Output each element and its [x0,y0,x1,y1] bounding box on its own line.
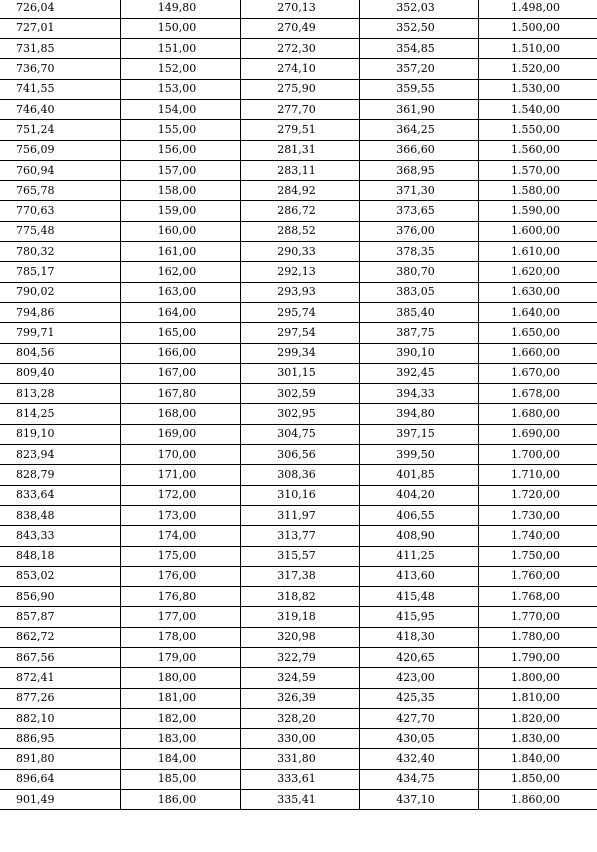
table-cell: 809,40 [0,363,120,383]
table-row [0,262,597,282]
table-cell: 335,41 [240,790,359,810]
table-cell: 862,72 [0,627,120,647]
table-cell: 1.580,00 [478,181,597,201]
table-cell: 425,35 [359,688,478,708]
table-cell: 167,80 [120,384,240,404]
table-cell: 283,11 [240,160,359,180]
table-cell: 152,00 [120,59,240,79]
table-cell: 318,82 [240,587,359,607]
table-cell: 843,33 [0,526,120,546]
table-cell: 1.700,00 [478,445,597,465]
table-cell: 175,00 [120,546,240,566]
table-cell: 182,00 [120,708,240,728]
table-cell: 1.800,00 [478,668,597,688]
table-row [0,566,597,586]
table-row [0,708,597,728]
table-row [0,729,597,749]
table-cell: 1.740,00 [478,526,597,546]
table-row [0,404,597,424]
table-cell: 401,85 [359,465,478,485]
table-cell: 823,94 [0,445,120,465]
table-cell: 299,34 [240,343,359,363]
table-row [0,445,597,465]
table-cell: 320,98 [240,627,359,647]
table-cell: 1.498,00 [478,0,597,18]
table-cell: 896,64 [0,769,120,789]
table-cell: 799,71 [0,323,120,343]
table-cell: 877,26 [0,688,120,708]
table-cell: 156,00 [120,140,240,160]
table-cell: 1.750,00 [478,546,597,566]
table-row [0,587,597,607]
table-cell: 404,20 [359,485,478,505]
table-cell: 751,24 [0,120,120,140]
table-cell: 174,00 [120,526,240,546]
table-row [0,18,597,38]
table-cell: 1.630,00 [478,282,597,302]
table-cell: 155,00 [120,120,240,140]
table-cell: 415,95 [359,607,478,627]
table-cell: 293,93 [240,282,359,302]
table-cell: 376,00 [359,221,478,241]
table-cell: 326,39 [240,688,359,708]
table-cell: 785,17 [0,262,120,282]
table-cell: 1.590,00 [478,201,597,221]
table-cell: 304,75 [240,424,359,444]
table-cell: 408,90 [359,526,478,546]
table-cell: 171,00 [120,465,240,485]
table-cell: 886,95 [0,729,120,749]
table-row [0,140,597,160]
table-row [0,505,597,525]
table-row [0,99,597,119]
table-cell: 1.810,00 [478,688,597,708]
table-cell: 173,00 [120,505,240,525]
table-cell: 882,10 [0,708,120,728]
table-row [0,0,597,18]
table-cell: 848,18 [0,546,120,566]
table-row [0,424,597,444]
table-cell: 731,85 [0,39,120,59]
table-cell: 185,00 [120,769,240,789]
table-cell: 726,04 [0,0,120,18]
table-row [0,201,597,221]
table-cell: 270,49 [240,18,359,38]
table-cell: 166,00 [120,343,240,363]
table-cell: 180,00 [120,668,240,688]
table-row [0,769,597,789]
table-cell: 1.820,00 [478,708,597,728]
table-cell: 302,95 [240,404,359,424]
table-cell: 163,00 [120,282,240,302]
table-cell: 1.760,00 [478,566,597,586]
table-cell: 415,48 [359,587,478,607]
table-cell: 310,16 [240,485,359,505]
table-cell: 1.600,00 [478,221,597,241]
table-cell: 170,00 [120,445,240,465]
table-row [0,59,597,79]
table-row [0,302,597,322]
table-cell: 181,00 [120,688,240,708]
table-cell: 160,00 [120,221,240,241]
table-cell: 760,94 [0,160,120,180]
table-cell: 392,45 [359,363,478,383]
table-cell: 162,00 [120,262,240,282]
table-cell: 179,00 [120,648,240,668]
table-cell: 867,56 [0,648,120,668]
table-cell: 1.640,00 [478,302,597,322]
table-cell: 775,48 [0,221,120,241]
table-cell: 284,92 [240,181,359,201]
table-row [0,546,597,566]
table-cell: 397,15 [359,424,478,444]
table-cell: 406,55 [359,505,478,525]
table-cell: 1.790,00 [478,648,597,668]
table-cell: 288,52 [240,221,359,241]
table-cell: 1.860,00 [478,790,597,810]
table-cell: 1.780,00 [478,627,597,647]
table-cell: 394,33 [359,384,478,404]
table-row [0,323,597,343]
table-cell: 399,50 [359,445,478,465]
table-cell: 1.850,00 [478,769,597,789]
table-cell: 804,56 [0,343,120,363]
table-cell: 270,13 [240,0,359,18]
table-cell: 383,05 [359,282,478,302]
table-cell: 153,00 [120,79,240,99]
table-row [0,282,597,302]
table-cell: 1.840,00 [478,749,597,769]
table-cell: 281,31 [240,140,359,160]
table-cell: 177,00 [120,607,240,627]
table-cell: 838,48 [0,505,120,525]
table-cell: 150,00 [120,18,240,38]
table-cell: 324,59 [240,668,359,688]
table-cell: 328,20 [240,708,359,728]
table-row [0,221,597,241]
table-row [0,607,597,627]
table-cell: 359,55 [359,79,478,99]
table-cell: 292,13 [240,262,359,282]
table-cell: 1.520,00 [478,59,597,79]
table-cell: 790,02 [0,282,120,302]
table-row [0,688,597,708]
table-cell: 176,00 [120,566,240,586]
table-cell: 302,59 [240,384,359,404]
table-row [0,526,597,546]
table-cell: 352,03 [359,0,478,18]
table-cell: 1.620,00 [478,262,597,282]
table-cell: 306,56 [240,445,359,465]
table-cell: 819,10 [0,424,120,444]
table-cell: 1.510,00 [478,39,597,59]
table-cell: 311,97 [240,505,359,525]
table-cell: 1.770,00 [478,607,597,627]
table-cell: 368,95 [359,160,478,180]
table-cell: 813,28 [0,384,120,404]
table-cell: 901,49 [0,790,120,810]
table-row [0,384,597,404]
table-cell: 297,54 [240,323,359,343]
table-cell: 427,70 [359,708,478,728]
table-cell: 183,00 [120,729,240,749]
table-cell: 275,90 [240,79,359,99]
table-cell: 727,01 [0,18,120,38]
table-cell: 331,80 [240,749,359,769]
table-cell: 176,80 [120,587,240,607]
table-cell: 794,86 [0,302,120,322]
table-cell: 164,00 [120,302,240,322]
table-cell: 780,32 [0,242,120,262]
table-cell: 741,55 [0,79,120,99]
table-row [0,485,597,505]
table-cell: 352,50 [359,18,478,38]
table-cell: 1.670,00 [478,363,597,383]
table-cell: 330,00 [240,729,359,749]
table-cell: 158,00 [120,181,240,201]
table-cell: 151,00 [120,39,240,59]
table-row [0,181,597,201]
table-cell: 184,00 [120,749,240,769]
table-row [0,39,597,59]
table-cell: 357,20 [359,59,478,79]
table-cell: 1.560,00 [478,140,597,160]
table-cell: 169,00 [120,424,240,444]
table-cell: 1.710,00 [478,465,597,485]
table-row [0,120,597,140]
table-cell: 1.530,00 [478,79,597,99]
table-cell: 361,90 [359,99,478,119]
table-cell: 149,80 [120,0,240,18]
table-cell: 1.720,00 [478,485,597,505]
table-row [0,242,597,262]
table-cell: 432,40 [359,749,478,769]
table-cell: 286,72 [240,201,359,221]
table-cell: 1.768,00 [478,587,597,607]
table-cell: 154,00 [120,99,240,119]
table-cell: 172,00 [120,485,240,505]
table-row [0,790,597,810]
table-cell: 770,63 [0,201,120,221]
table-cell: 277,70 [240,99,359,119]
table-cell: 274,10 [240,59,359,79]
table-cell: 378,35 [359,242,478,262]
table-row [0,160,597,180]
table-cell: 380,70 [359,262,478,282]
table-cell: 1.680,00 [478,404,597,424]
table-cell: 746,40 [0,99,120,119]
table-cell: 317,38 [240,566,359,586]
table-cell: 354,85 [359,39,478,59]
table-cell: 872,41 [0,668,120,688]
table-cell: 1.650,00 [478,323,597,343]
table-cell: 437,10 [359,790,478,810]
table-cell: 814,25 [0,404,120,424]
table-cell: 385,40 [359,302,478,322]
table-cell: 1.678,00 [478,384,597,404]
table-cell: 420,65 [359,648,478,668]
table-cell: 434,75 [359,769,478,789]
table-cell: 373,65 [359,201,478,221]
table-row [0,79,597,99]
table-cell: 319,18 [240,607,359,627]
table-cell: 1.550,00 [478,120,597,140]
table-cell: 411,25 [359,546,478,566]
table-row [0,343,597,363]
table-cell: 1.690,00 [478,424,597,444]
table-cell: 1.570,00 [478,160,597,180]
table-row [0,668,597,688]
table-cell: 301,15 [240,363,359,383]
table-cell: 159,00 [120,201,240,221]
table-row [0,648,597,668]
table-cell: 430,05 [359,729,478,749]
table-cell: 423,00 [359,668,478,688]
table-cell: 413,60 [359,566,478,586]
table-cell: 765,78 [0,181,120,201]
table-cell: 856,90 [0,587,120,607]
table-cell: 833,64 [0,485,120,505]
table-cell: 371,30 [359,181,478,201]
table-cell: 167,00 [120,363,240,383]
table-cell: 756,09 [0,140,120,160]
table-cell: 168,00 [120,404,240,424]
table-cell: 828,79 [0,465,120,485]
table-row [0,465,597,485]
table-row [0,627,597,647]
table-cell: 1.660,00 [478,343,597,363]
table-cell: 313,77 [240,526,359,546]
table-cell: 891,80 [0,749,120,769]
table-row [0,363,597,383]
table-cell: 853,02 [0,566,120,586]
table-cell: 290,33 [240,242,359,262]
table-cell: 418,30 [359,627,478,647]
table-cell: 1.830,00 [478,729,597,749]
table-cell: 279,51 [240,120,359,140]
table-cell: 364,25 [359,120,478,140]
table-cell: 857,87 [0,607,120,627]
table-cell: 394,80 [359,404,478,424]
table-cell: 366,60 [359,140,478,160]
table-cell: 186,00 [120,790,240,810]
table-cell: 165,00 [120,323,240,343]
table-cell: 1.500,00 [478,18,597,38]
table-cell: 161,00 [120,242,240,262]
table-cell: 178,00 [120,627,240,647]
table-cell: 333,61 [240,769,359,789]
table-cell: 308,36 [240,465,359,485]
table-cell: 390,10 [359,343,478,363]
table-row [0,749,597,769]
table-cell: 315,57 [240,546,359,566]
table-cell: 387,75 [359,323,478,343]
table-cell: 322,79 [240,648,359,668]
table-cell: 1.610,00 [478,242,597,262]
table-cell: 1.730,00 [478,505,597,525]
table-cell: 736,70 [0,59,120,79]
table-cell: 272,30 [240,39,359,59]
table-cell: 1.540,00 [478,99,597,119]
table-cell: 157,00 [120,160,240,180]
table-cell: 295,74 [240,302,359,322]
